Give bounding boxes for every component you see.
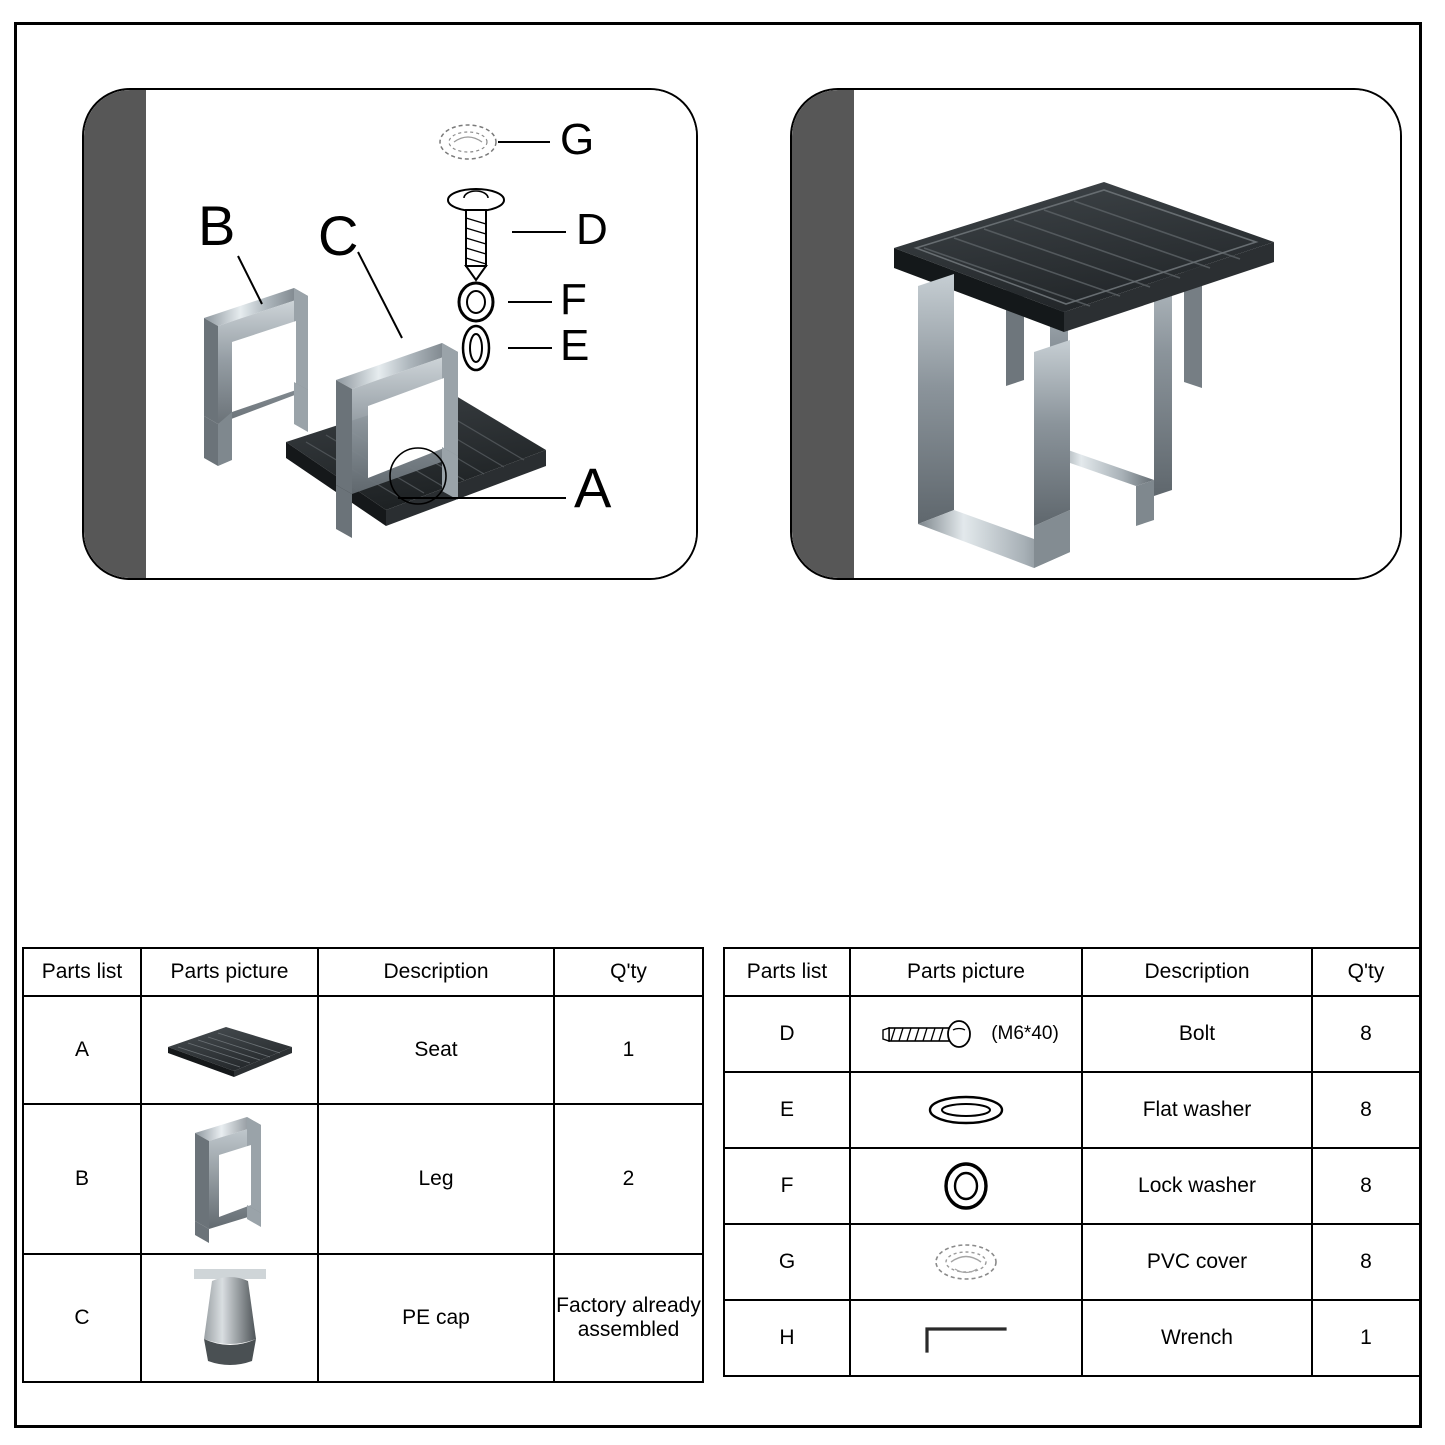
cell-qty: 8 [1312,1072,1420,1148]
table-row [724,1300,1420,1376]
cell-qty: 2 [554,1104,703,1254]
header-parts-list: Parts list [724,948,850,996]
cell-qty: Factory already assembled [554,1254,703,1382]
callout-label-C: C [318,204,359,267]
assembled-view-panel [790,88,1402,580]
exploded-view-panel [82,88,698,580]
cell-part-picture [141,996,318,1104]
pvc-cover-icon [921,1237,1011,1287]
cell-description: Lock washer [1082,1148,1312,1224]
lock-washer-icon [936,1158,996,1214]
cell-part-code: A [23,996,141,1104]
cell-part-picture [850,1224,1082,1300]
cell-part-picture [141,1254,318,1382]
cell-description: Flat washer [1082,1072,1312,1148]
cell-description: Wrench [1082,1300,1312,1376]
cell-part-code: G [724,1224,850,1300]
cell-part-picture [850,996,1082,1072]
cell-qty: 1 [554,996,703,1104]
header-description: Description [1082,948,1312,996]
exploded-diagram-art [146,90,698,580]
cell-part-code: F [724,1148,850,1224]
cell-description: Leg [318,1104,554,1254]
cell-part-code: D [724,996,850,1072]
wrench-icon [911,1317,1021,1359]
cell-description: Bolt [1082,996,1312,1072]
table-header-row [23,948,703,996]
flat-washer-illustration [463,326,489,370]
cell-part-code: H [724,1300,850,1376]
callout-label-E: E [560,321,590,370]
cell-qty: 1 [1312,1300,1420,1376]
seat-panel-icon [160,1015,300,1085]
table-row [23,1104,703,1254]
parts-table-right [723,947,1419,1377]
table-row [724,1224,1420,1300]
table-row [23,996,703,1104]
assembled-table-art [854,90,1402,580]
cell-description: Seat [318,996,554,1104]
bolt-size-note: (M6*40) [991,1023,1059,1044]
header-parts-list: Parts list [23,948,141,996]
cell-part-code: E [724,1072,850,1148]
header-qty: Q'ty [554,948,703,996]
cell-qty: 8 [1312,1148,1420,1224]
pvc-cover-illustration [440,125,496,159]
lock-washer-illustration [459,283,493,321]
panel-shade-left [84,90,146,578]
table-row [724,996,1420,1072]
table-row [23,1254,703,1382]
callout-label-G: G [560,115,595,164]
bolt-icon [873,1014,983,1054]
panel-shade-left [792,90,854,578]
cell-part-code: C [23,1254,141,1382]
cell-description: PVC cover [1082,1224,1312,1300]
callout-label-A: A [574,456,612,519]
cell-part-picture [850,1148,1082,1224]
cell-qty: 8 [1312,996,1420,1072]
leg-part-illustration-back [204,288,308,466]
header-parts-picture: Parts picture [141,948,318,996]
cell-part-picture [850,1072,1082,1148]
bolt-illustration [448,189,504,280]
callout-label-B: B [198,194,236,257]
cell-description: PE cap [318,1254,554,1382]
cell-part-code: B [23,1104,141,1254]
pe-cap-icon [182,1263,278,1373]
cell-qty: 8 [1312,1224,1420,1300]
callout-label-D: D [576,205,608,254]
panel-inner [146,90,696,578]
table-row [724,1148,1420,1224]
table-header-row [724,948,1420,996]
table-row [724,1072,1420,1148]
panel-inner [854,90,1400,578]
leg-frame-icon [175,1109,285,1249]
header-description: Description [318,948,554,996]
cell-part-picture [141,1104,318,1254]
parts-table-left [22,947,704,1383]
header-qty: Q'ty [1312,948,1420,996]
cell-part-picture [850,1300,1082,1376]
header-parts-picture: Parts picture [850,948,1082,996]
flat-washer-icon [921,1088,1011,1132]
callout-label-F: F [560,275,587,324]
